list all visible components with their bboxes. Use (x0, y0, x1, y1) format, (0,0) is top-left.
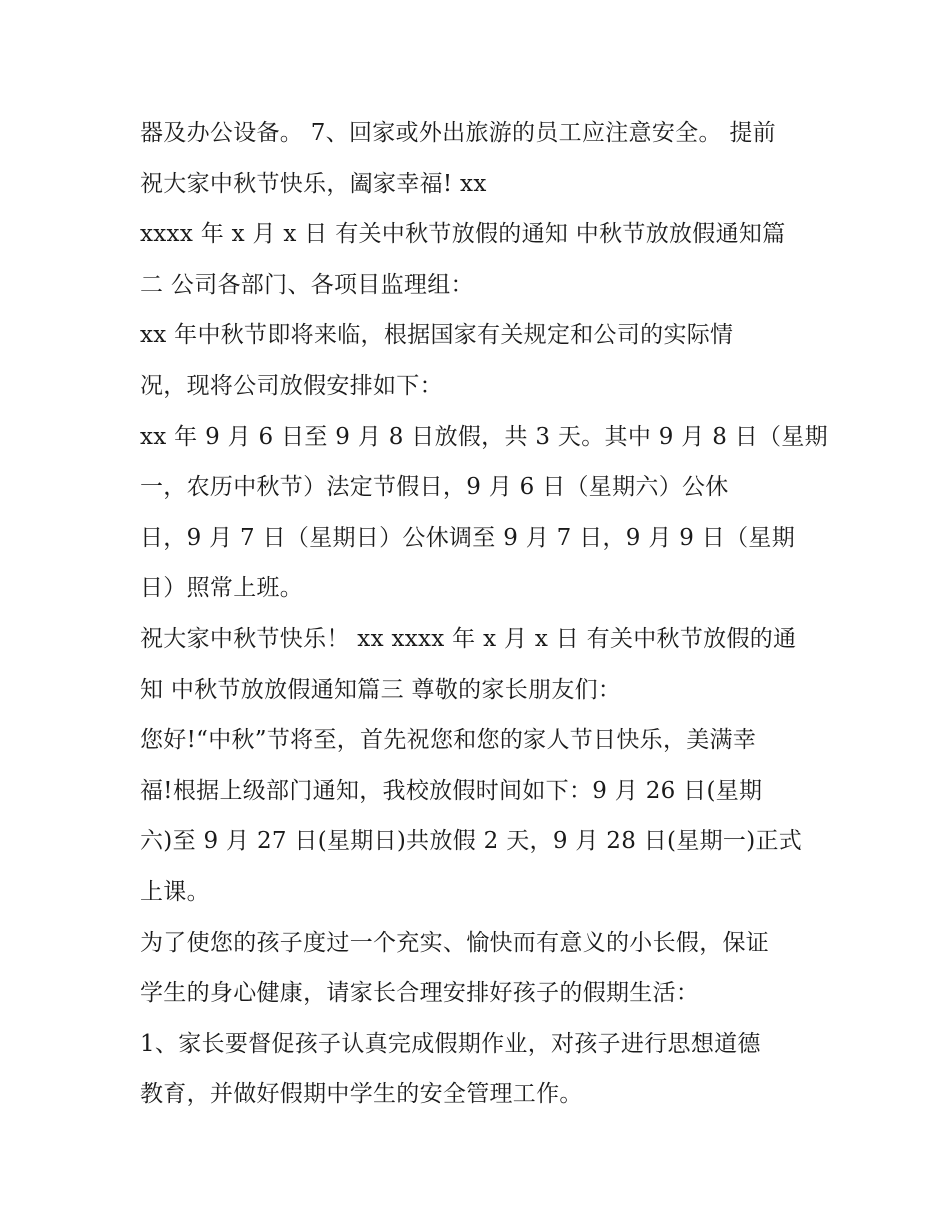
text-line-13: 您好!“中秋”节将至，首先祝您和您的家人节日快乐，美满幸 (140, 727, 757, 754)
text-line-18: 学生的身心健康，请家长合理安排好孩子的假期生活： (140, 980, 700, 1007)
document-body (140, 108, 828, 1120)
text-line-12: 知 中秋节放放假通知篇三 尊敬的家长朋友们： (140, 676, 622, 703)
text-line-9: 日，9 月 7 日（星期日）公休调至 9 月 7 日，9 月 9 日（星期 (140, 524, 796, 551)
text-line-17: 为了使您的孩子度过一个充实、愉快而有意义的小长假，保证 (140, 929, 770, 956)
text-line-7: xx 年 9 月 6 日至 9 月 8 日放假，共 3 天。其中 9 月 8 日（星期 (140, 423, 828, 450)
text-line-10: 日）照常上班。 (140, 575, 304, 602)
text-line-15: 六)至 9 月 27 日(星期日)共放假 2 天，9 月 28 日(星期一)正式 (140, 828, 803, 855)
text-line-5: xx 年中秋节即将来临，根据国家有关规定和公司的实际情 (140, 322, 734, 349)
text-line-1: 器及办公设备。 7、回家或外出旅游的员工应注意安全。 提前 (140, 120, 776, 146)
text-line-8: 一，农历中秋节）法定节假日，9 月 6 日（星期六）公休 (140, 474, 729, 501)
text-line-2: 祝大家中秋节快乐，阖家幸福! xx (140, 170, 487, 197)
text-line-19: 1、家长要督促孩子认真完成假期作业，对孩子进行思想道德 (140, 1030, 761, 1057)
text-line-6: 况，现将公司放假安排如下： (140, 372, 443, 399)
text-line-14: 福!根据上级部门通知，我校放假时间如下：9 月 26 日(星期 (140, 777, 763, 804)
text-line-20: 教育，并做好假期中学生的安全管理工作。 (140, 1081, 583, 1108)
text-line-11: 祝大家中秋节快乐！ xx xxxx 年 x 月 x 日 有关中秋节放假的通 (140, 625, 797, 652)
text-line-4: 二 公司各部门、各项目监理组： (140, 271, 474, 298)
text-line-16: 上课。 (140, 878, 210, 905)
text-line-3: xxxx 年 x 月 x 日 有关中秋节放假的通知 中秋节放放假通知篇 (140, 221, 786, 248)
